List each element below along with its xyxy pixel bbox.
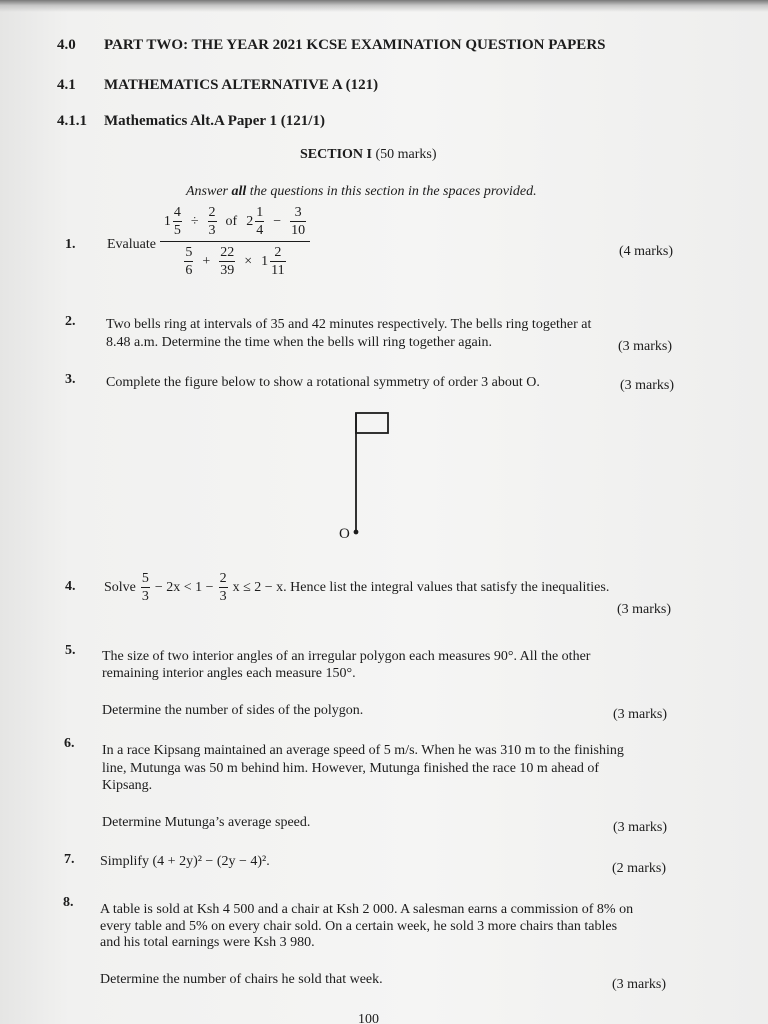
whole-part: 2 [246,214,254,229]
question-1-marks: (4 marks) [619,244,674,259]
operator-divide: ÷ [190,214,199,229]
question-2-marks: (3 marks) [618,339,673,354]
question-6-line-1: In a race Kipsang maintained an average speed of 5 m/s. When he was 310 m to the finishing [102,743,624,758]
question-7-marks: (2 marks) [612,861,667,876]
question-2-line-2: 8.48 a.m. Determine the time when the bells will ring together again. [106,335,493,350]
fraction-denominator: 3 [208,223,216,238]
fraction-denominator: 39 [220,263,235,279]
fraction-bar [173,221,182,222]
operator-minus: − [273,214,282,229]
part-number: 4.0 [57,37,76,53]
fraction-denominator: 6 [185,263,193,279]
fraction-numerator: 5 [185,245,193,261]
fraction [255,205,264,238]
subject-number: 4.1 [57,77,76,93]
fraction-denominator: 10 [291,223,306,238]
operator-plus: + [202,254,211,270]
fraction-numerator: 4 [173,205,181,220]
question-4-inequality-middle: − 2x < 1 − [154,580,214,595]
fraction-denominator: 11 [271,263,285,279]
part-title: PART TWO: THE YEAR 2021 KCSE EXAMINATION QUESTION PAPERS [104,37,606,53]
scan-top-edge [0,0,768,12]
question-5-line-2: remaining interior angles each measure 150°. [102,666,356,681]
fraction-bar [255,221,264,222]
fraction-bar [141,587,150,588]
question-3-number: 3. [65,372,76,387]
fraction-bar [219,261,235,262]
question-8-number: 8. [63,895,74,910]
instruction-text-end: the questions in this section in the spaces provided. [249,184,537,199]
whole-part: 1 [261,254,269,270]
fraction-denominator: 4 [256,223,264,238]
mixed-number [164,205,182,238]
section-marks: (50 marks) [375,147,437,162]
question-6-number: 6. [64,736,75,751]
expression-numerator [164,205,306,238]
question-8-line-2: every table and 5% on every chair sold. On a certain week, he sold 3 more chairs than tables [100,919,618,934]
question-4-marks: (3 marks) [617,602,672,617]
question-7-text: Simplify (4 + 2y)² − (2y − 4)². [100,854,270,869]
fraction-bar [184,261,193,262]
question-2-number: 2. [65,314,76,329]
fraction [208,205,217,238]
mixed-number [246,205,264,238]
section-instruction [186,183,537,200]
question-1-lead: Evaluate [107,237,156,252]
question-6-marks: (3 marks) [613,820,668,835]
whole-part: 1 [163,214,171,229]
fraction-numerator: 2 [208,205,216,220]
question-8-line-3: and his total earnings were Ksh 3 980. [100,935,315,950]
question-6-line-3: Kipsang. [102,778,153,793]
question-5-prompt: Determine the number of sides of the polygon. [102,703,364,718]
operator-of: of [225,214,238,229]
fraction [184,245,193,278]
paper-number: 4.1.1 [57,113,87,129]
fraction-bar [219,587,228,588]
question-3-marks: (3 marks) [620,378,675,393]
section-heading [300,146,437,163]
question-3-text: Complete the figure below to show a rotational symmetry of order 3 about O. [106,375,540,390]
question-5-marks: (3 marks) [613,707,668,722]
fraction [219,571,228,604]
question-6-prompt: Determine Mutunga’s average speed. [102,815,311,830]
centre-point-label: O [339,526,350,540]
instruction-text-start: Answer [186,184,228,199]
question-1-expression [158,205,312,278]
question-6-line-2: line, Mutunga was 50 m behind him. However, Mutunga finished the race 10 m ahead of [102,761,600,776]
operator-times: × [244,254,253,270]
question-8-prompt: Determine the number of chairs he sold that week. [100,972,383,987]
fraction-denominator: 5 [173,223,181,238]
fraction-bar [270,261,285,262]
fraction-denominator: 3 [141,589,149,604]
fraction-numerator: 1 [256,205,264,220]
question-5-line-1: The size of two interior angles of an irregular polygon each measures 90°. All the other [102,649,591,664]
mixed-number [261,245,285,278]
question-7-number: 7. [64,852,75,867]
page-number: 100 [358,1012,379,1024]
fraction-numerator: 3 [294,205,302,220]
centre-point-dot [354,530,359,535]
section-title: SECTION I [300,147,372,162]
fraction-numerator: 22 [220,245,235,261]
question-5-number: 5. [65,643,76,658]
figure-flag-rectangle [356,413,388,433]
fraction-bar [290,221,306,222]
fraction [290,205,306,238]
main-fraction-bar [160,241,310,242]
question-3-figure [330,404,400,540]
fraction-numerator: 5 [141,571,149,586]
question-2-line-1: Two bells ring at intervals of 35 and 42 minutes respectively. The bells ring together at [106,317,592,332]
fraction [270,245,285,278]
fraction [141,571,150,604]
fraction-numerator: 2 [219,571,227,586]
fraction [173,205,182,238]
question-8-marks: (3 marks) [612,977,667,992]
question-8-line-1: A table is sold at Ksh 4 500 and a chair at Ksh 2 000. A salesman earns a commission of 8% on [100,902,634,917]
question-4-lead: Solve [104,580,136,595]
fraction-numerator: 2 [274,245,282,261]
question-4-number: 4. [65,579,76,594]
fraction-bar [208,221,217,222]
fraction [219,245,235,278]
subject-title: MATHEMATICS ALTERNATIVE A (121) [104,77,379,93]
question-1-number: 1. [65,237,76,252]
question-4-tail: x ≤ 2 − x. Hence list the integral values that satisfy the inequalities. [232,580,610,595]
instruction-emphasis: all [231,184,247,199]
paper-title: Mathematics Alt.A Paper 1 (121/1) [104,113,325,129]
fraction-denominator: 3 [219,589,227,604]
question-4-text [104,571,609,604]
expression-denominator [184,245,285,278]
